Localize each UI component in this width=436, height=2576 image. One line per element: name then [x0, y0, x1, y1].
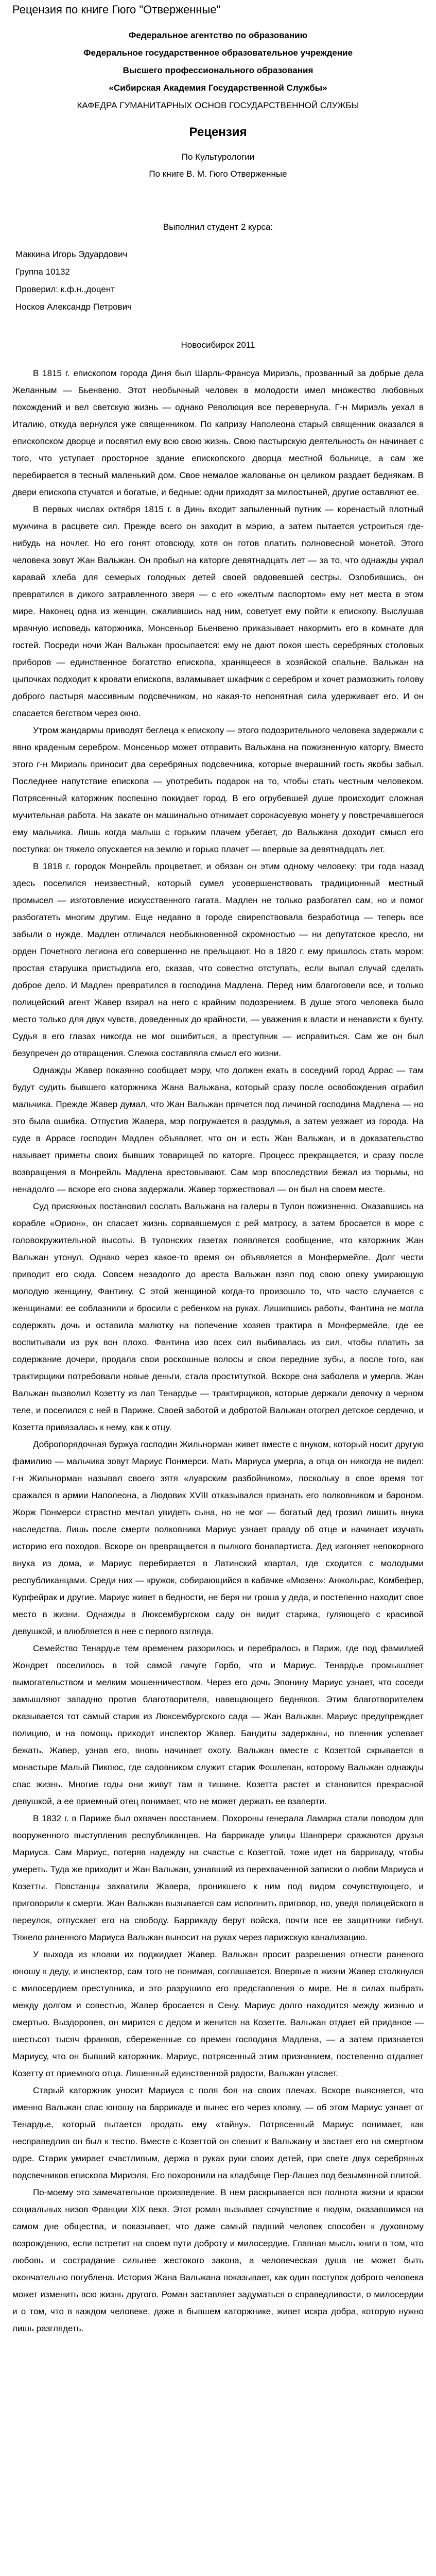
- checked-by-label: Проверил: к.ф.н.,доцент: [15, 284, 115, 294]
- body-paragraph: В 1815 г. епископом города Диня был Шарль-Франсуа Мириэль, прозванный за добрые дела Желанным — Бьенвеню. Этот необычный человек в молодости имел множество любовных похождений и вел светскую жизнь — однако Революция все перевернула. Г-н Мириэль уехал в Италию, откуда вернулся уже священником. По капризу Наполеона старый священник оказался в епископском дворце и посвятил ему всю свою жизнь. Свою пастырскую деятельность он начинает с того, что уступает просторное здание епископского дворца местной больнице, а сам же перебирается в тесный маленький дом. Свое немалое жалованье он целиком раздает беднякам. В двери епископа стучатся и богатые, и бедные: одни приходят за милостыней, другие оставляют ее.: [12, 368, 424, 497]
- header-line-4: «Сибирская Академия Государственной Службы»: [109, 83, 327, 93]
- teacher-name: Носков Александр Петрович: [15, 302, 132, 312]
- header-line-3: Высшего профессионального образования: [123, 65, 313, 75]
- body-paragraph: Утром жандармы приводят беглеца к епископу — этого подозрительного человека задержали с явно краденым серебром. Монсеньор может отправить Вальжана на пожизненную каторгу. Вместо этого г-н Мириэль приносит два серебряных подсвечника, которые вчерашний гость якобы забыл. Последнее напутствие епископа — употребить подарок на то, чтобы стать честным человеком. Потрясенный каторжник поспешно покидает город. В его огрубевшей душе происходит сложная мучительная работа. На закате он машинально отнимает сорокасуевую монету у повстречавшегося ему мальчика. Лишь когда малыш с горьким плачем убегает, до Вальжана доходит смысл его поступка: он тяжело опускается на землю и горько плачет — впервые за девятнадцать лет.: [12, 725, 424, 854]
- body-paragraph: Суд присяжных постановил сослать Вальжана на галеры в Тулон пожизненно. Оказавшись на корабле «Орион», он спасает жизнь сорвавшемуся с рей матросу, а затем бросается в море с головокружительной высоты. В тулонских газетах появляется сообщение, что каторжник Жан Вальжан утонул. Однако через какое-то время он объявляется в Монфермейле. Долг чести приводит его сюда. Совсем незадолго до ареста Вальжан взял под свою опеку умирающую молодую женщину, Фантину. С этой женщиной когда-то произошло то, что часто случается с женщинами: ее соблазнили и бросили с ребенком на руках. Лишившись работы, Фантина не могла содержать дочь и оставила малютку на попечение хозяев трактира в Монфермейле, где ее воспитывали из рук вон плохо. Фантина изо всех сил выбивалась из сил, чтобы платить за содержание дочери, продала свои роскошные волосы и свои передние зубы, а после того, как трактирщики потребовали новые деньги, стала проституткой. Вскоре она заболела и умерла. Жан Вальжан вызволил Козетту из лап Тенардье — трактирщиков, которые держали девочку в черном теле, и поселился с ней в Париже. Своей заботой и добротой Вальжан отогрел детское сердечко, и Козетта привязалась к нему, как к отцу.: [12, 1201, 424, 1432]
- body-paragraph: В 1818 г. городок Монрейль процветает, и обязан он этим одному человеку: три года назад здесь поселился неизвестный, который сумел усовершенствовать традиционный местный промысел — изготовление искусственного гагата. Мадлен не только разбогател сам, но и помог разбогатеть многим другим. Еще недавно в городе свирепствовала безработица — теперь все забыли о нужде. Мадлен отличался необыкновенной скромностью — ни депутатское кресло, ни орден Почетного легиона его совершенно не прельщают. Но в 1820 г. ему пришлось стать мэром: простая старушка пристыдила его, сказав, что совестно отступать, если выпал случай сделать доброе дело. И Мадлен превратился в господина Мадлена. Перед ним благоговели все, и только полицейский агент Жавер взирал на него с крайним подозрением. В душе этого человека было место только для двух чувств, доведенных до крайности, — уважения к власти и ненависти к бунту. Судья в его глазах никогда не мог ошибиться, а преступник — исправиться. Сам же он был безупречен до отвращения. Слежка составляла смысл его жизни.: [12, 861, 424, 1058]
- body-paragraph: Старый каторжник уносит Мариуса с поля боя на своих плечах. Вскоре выясняется, что именно Вальжан спас юношу на баррикаде и вынес его через клоаку, — об этом Мариус узнает от Тенардье, который пытается продать ему «тайну». Потрясенный Мариус понимает, как несправедлив он был к тестю. Вместе с Козеттой он спешит к Вальжану и застает его на смертном одре. Старик умирает счастливым, держа в руках руки своих детей, при свете двух серебряных подсвечников епископа Мириэля. Его похоронили на кладбище Пер-Лашез под безымянной плитой.: [12, 2086, 424, 2180]
- city-year: Новосибирск 2011: [181, 340, 255, 350]
- body-paragraph: Однажды Жавер покаянно сообщает мэру, что должен ехать в соседний город Аррас — там будут судить бывшего каторжника Жана Вальжана, который сразу после освобождения ограбил мальчика. Прежде Жавер думал, что Жан Вальжан прячется под личиной господина Мадлена — но это была ошибка. Отпустив Жавера, мэр погружается в раздумья, а затем уезжает из города. На суде в Аррасе господин Мадлен объявляет, что он и есть Жан Вальжан, и в доказательство называет приметы своих бывших товарищей по каторге. Процесс прекращается, и сразу после возвращения в Монрейль Мадлена арестовывают. Сам мэр впоследствии бежал из тюрьмы, но ненадолго — вскоре его снова задержали. Жавер торжествовал — он был на своем месте.: [12, 1065, 424, 1194]
- review-work: По книге В. М. Гюго Отверженные: [149, 169, 287, 179]
- body-paragraph: Добропорядочная буржуа господин Жильнорман живет вместе с внуком, который носит другую фамилию — мальчика зовут Мариус Понмерси. Мать Мариуса умерла, а отца он никогда не видел: г-н Жильнорман называл своего зятя «луарским разбойником», поскольку в свое время тот сражался в армии Наполеона, а Людовик XVIII отказывался признать его полковником и бароном. Жорж Понмерси страстно мечтал увидеть сына, но не мог — богатый дед грозил лишить внука наследства. Лишь после смерти полковника Мариус узнает правду об отце и начинает изучать историю его походов. Вскоре он превращается в пылкого бонапартиста. Дед изгоняет непокорного внука из дома, и Мариус перебирается в Латинский квартал, где сходится с молодыми республиканцами. Среди них — кружок, собирающийся в кабачке «Мюзен»: Анжольрас, Комбефер, Курфейрак и другие. Мариус живет в бедности, не беря ни гроша у деда, и постепенно находит свое место в жизни. Однажды в Люксембургском саду он видит старика, гуляющего с красивой девушкой, и влюбляется в нее с первого взгляда.: [12, 1439, 424, 1636]
- institution-header: [12, 27, 424, 114]
- performed-by-label: Выполнил студент 2 курса:: [163, 222, 273, 232]
- header-line-5: КАФЕДРА ГУМАНИТАРНЫХ ОСНОВ ГОСУДАРСТВЕННОЙ СЛУЖБЫ: [77, 100, 359, 110]
- body-paragraph: В первых числах октября 1815 г. в Динь входит запыленный путник — коренастый плотный мужчина в расцвете сил. Прежде всего он заходит в мэрию, а затем пытается устроиться где-нибудь на ночлег. Но его гонят отовсюду, хотя он готов платить полновесной монетой. Этого человека зовут Жан Вальжан. Он пробыл на каторге девятнадцать лет — за то, что однажды украл каравай хлеба для семерых голодных детей своей овдовевшей сестры. Озлобившись, он превратился в дикого затравленного зверя — с его «желтым паспортом» ему нет места в этом мире. Наконец одна из женщин, сжалившись над ним, советует ему пойти к епископу. Выслушав мрачную исповедь каторжника, Монсеньор Бьенвеню приказывает накормить его в комнате для гостей. Посреди ночи Жан Вальжан просыпается: ему не дают покоя шесть серебряных столовых приборов — единственное богатство епископа, хранящееся в хозяйской спальне. Вальжан на цыпочках подходит к кровати епископа, взламывает шкафчик с серебром и хочет размозжить голову доброго пастыря массивным подсвечником, но какая-то непонятная сила удерживает его. И он спасается бегством через окно.: [12, 504, 424, 718]
- group-number: Группа 10132: [15, 267, 70, 277]
- student-name: Маккина Игорь Эдуардович: [15, 249, 128, 259]
- header-line-1: Федеральное агентство по образованию: [128, 30, 308, 40]
- body-paragraph: По-моему это замечательное произведение. В нем раскрывается вся полнота жизни и краски социальных низов Франции XIX века. Этот роман вызывает сочувствие к людям, оказавшимся на самом дне общества, и показывает, что даже самый падший человек способен к духовному возрождению, если встретит на своем пути доброту и милосердие. Главная мысль книги в том, что любовь и сострадание сильнее жестокого закона, а человеческая душа не может быть окончательно погублена. История Жана Вальжана показывает, как один поступок доброго человека может изменить всю жизнь другого. Роман заставляет задуматься о справедливости, о милосердии и о том, что в каждом человеке, даже в бывшем каторжнике, живет искра добра, которую нужно лишь разглядеть.: [12, 2188, 424, 2333]
- review-heading: Рецензия: [189, 125, 247, 139]
- page-title: Рецензия по книге Гюго "Отверженные": [12, 3, 221, 16]
- body-paragraph: В 1832 г. в Париже был охвачен восстанием. Похороны генерала Ламарка стали поводом для вооруженного выступления республиканцев. На баррикаде улицы Шанврери сражаются друзья Мариуса. Сам Мариус, потеряв надежду на счастье с Козеттой, тоже идет на баррикаду, чтобы умереть. Туда же приходит и Жан Вальжан, узнавший из перехваченной записки о любви Мариуса и Козетты. Повстанцы захватили Жавера, проникшего к ним под видом сочувствующего, и приговорили к смерти. Жан Вальжан вызывается сам исполнить приговор, но, уведя полицейского в переулок, отпускает его на свободу. Баррикаду берут войска, почти все ее защитники гибнут. Тяжело раненного Мариуса Вальжан выносит на руках через парижскую канализацию.: [12, 1814, 424, 1942]
- body-paragraph: Семейство Тенардье тем временем разорилось и перебралось в Париж, где под фамилией Жондрет поселилось в той самой лачуге Горбо, что и Мариус. Тенардье промышляет вымогательством и мелким мошенничеством. Через его дочь Эпонину Мариус узнает, что соседи замышляют западню против благотворителя, навещающего бедняков. Этим благотворителем оказывается тот самый старик из Люксембургского сада — Жан Вальжан. Мариус предупреждает полицию, и на помощь приходит инспектор Жавер. Бандиты задержаны, но пленник успевает бежать. Жавер, узнав его, вновь начинает охоту. Вальжан вместе с Козеттой скрывается в монастыре Малый Пикпюс, где садовником служит старик Фошлеван, которому Вальжан однажды спас жизнь. Многие годы они живут там в тишине. Козетта растет и становится прекрасной девушкой, а ее приемный отец понимает, что не может держать ее взаперти.: [12, 1643, 424, 1806]
- header-line-2: Федеральное государственное образовательное учреждение: [83, 48, 353, 58]
- body-paragraph: У выхода из клоаки их поджидает Жавер. Вальжан просит разрешения отнести раненого юношу к деду, и инспектор, сам того не понимая, соглашается. Впервые в жизни Жавер столкнулся с милосердием преступника, и это разрушило его представления о мире. Не в силах выбрать между долгом и совестью, Жавер бросается в Сену. Мариус долго находится между жизнью и смертью. Выздоровев, он мирится с дедом и женится на Козетте. Вальжан отдает ей приданое — шестьсот тысяч франков, сбереженные со времен господина Мадлена, — а затем признается Мариусу, что он бывший каторжник. Мариус, потрясенный этим признанием, постепенно отдаляет Козетту от приемного отца. Лишенный единственной радости, Вальжан угасает.: [12, 1950, 424, 2078]
- author-block: [12, 218, 424, 316]
- review-body: [12, 365, 424, 2337]
- review-subject: По Культурологии: [181, 152, 255, 162]
